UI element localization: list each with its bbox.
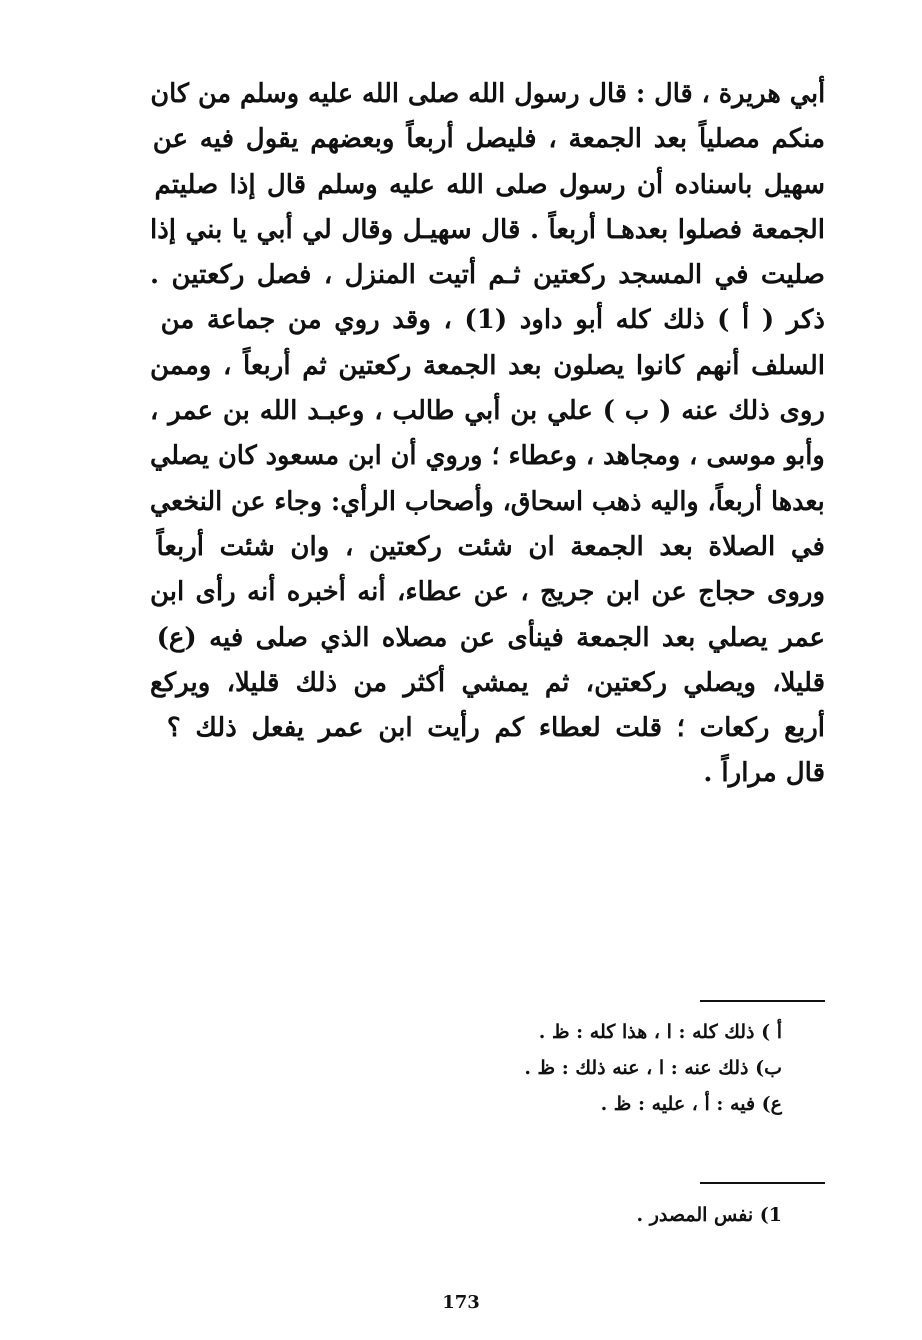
text-line: أبي هريرة ، قال : قال رسول الله صلى الله عليه وسلم من كان xyxy=(150,79,825,109)
footnote: 1) نفس المصدر . xyxy=(636,1204,782,1226)
footnotes xyxy=(637,1198,782,1232)
variant-note: أ ) ذلك كله : ا ، هذا كله : ظ . xyxy=(538,1021,782,1043)
text-line: صليت في المسجد ركعتين ثـم أتيت المنزل ، فصل ركعتين . xyxy=(150,260,825,291)
text-line: منكم مصلياً بعد الجمعة ، فليصل أربعاً وبعضهم يقول فيه عن xyxy=(152,124,825,155)
text-line: الجمعة فصلوا بعدهـا أربعاً . قال سهيـل وقال لي أبي يا بني إذا xyxy=(149,214,825,245)
text-line: وأبو موسى ، ومجاهد ، وعطاء ؛ وروي أن ابن مسعود كان يصلي xyxy=(150,441,825,472)
text-line: السلف أنهم كانوا يصلون بعد الجمعة ركعتين ثم أربعاً ، وممن xyxy=(150,350,825,381)
text-line: قال مراراً . xyxy=(703,758,825,789)
text-line: بعدها أربعاً، واليه ذهب اسحاق، وأصحاب الرأي: وجاء عن النخعي xyxy=(150,486,825,517)
text-line: وروى حجاج عن ابن جريج ، عن عطاء، أنه أخبره أنه رأى ابن xyxy=(149,577,825,608)
text-line: سهيل باسناده أن رسول صلى الله عليه وسلم قال إذا صليتم xyxy=(154,169,825,200)
text-line: أربع ركعات ؛ قلت لعطاء كم رأيت ابن عمر يفعل ذلك ؟ xyxy=(166,713,825,744)
page-number: 173 xyxy=(442,1292,480,1313)
footnotes-separator-rule xyxy=(700,1182,825,1184)
variants-separator-rule xyxy=(700,1000,825,1002)
text-line: روى ذلك عنه ( ب ) علي بن أبي طالب ، وعبـد الله بن عمر ، xyxy=(149,396,825,427)
variant-note: ب) ذلك عنه : ا ، عنه ذلك : ظ . xyxy=(524,1057,782,1079)
text-line: قليلا، ويصلي ركعتين، ثم يمشي أكثر من ذلك قليلا، ويركع xyxy=(149,667,825,698)
text-line: ذكر ( أ ) ذلك كله أبو داود (1) ، وقد روي من جماعة من xyxy=(160,305,825,336)
variant-note: ع) فيه : أ ، عليه : ظ . xyxy=(600,1093,782,1115)
text-line: عمر يصلي بعد الجمعة فينأى عن مصلاه الذي صلى فيه (ع) xyxy=(156,622,825,653)
textual-variants-notes xyxy=(524,1014,782,1122)
text-line: في الصلاة بعد الجمعة ان شئت ركعتين ، وان شئت أربعاً xyxy=(156,531,825,562)
main-text-block xyxy=(150,72,825,797)
